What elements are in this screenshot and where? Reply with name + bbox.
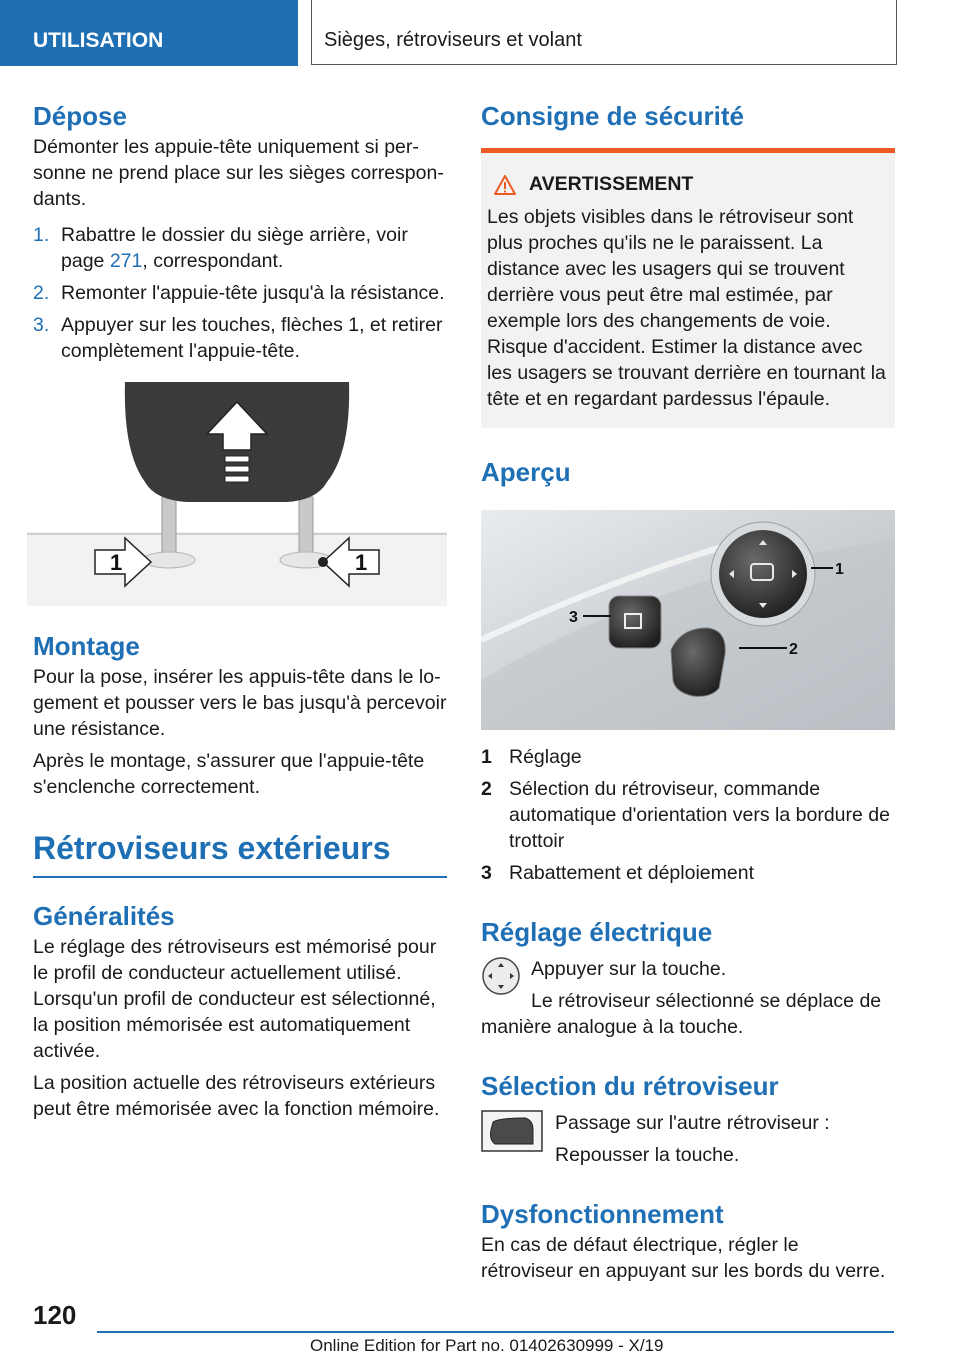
step-number: 2. bbox=[33, 282, 50, 304]
mirror-adjust-button-icon bbox=[481, 956, 521, 996]
safety-heading: Consigne de sécurité bbox=[481, 101, 744, 131]
section-tab bbox=[0, 0, 298, 66]
warning-box bbox=[481, 148, 895, 428]
heading-rule bbox=[33, 876, 447, 878]
selection-text-2: Repousser la touche. bbox=[555, 1144, 740, 1166]
step-text: Appuyer sur les touches, flèches 1, et retirer complètement l'appuie-tête. bbox=[61, 314, 443, 362]
headrest-illustration bbox=[27, 382, 447, 606]
selection-heading: Sélection du rétroviseur bbox=[481, 1071, 779, 1101]
mirrors-heading: Rétroviseurs extérieurs bbox=[33, 830, 391, 866]
step-text: Rabattre le dossier du siège arrière, voir page 271, correspondant. bbox=[61, 224, 408, 272]
reglage-text-2: Le rétroviseur sélectionné se déplace de manière analogue à la touche. bbox=[481, 990, 882, 1038]
depose-text: Démonter les appuie-tête uniquement si personne ne prend place sur les sièges correspondants. bbox=[33, 136, 444, 210]
figure-legend bbox=[481, 744, 895, 886]
general-heading: Généralités bbox=[33, 900, 175, 931]
callout-label: 1 bbox=[110, 550, 123, 575]
legend-item bbox=[481, 860, 895, 886]
mirror-selector-icon bbox=[481, 1110, 543, 1152]
step-text: Remonter l'appuie-tête jusqu'à la résistance. bbox=[61, 282, 445, 304]
right-column bbox=[481, 100, 895, 1284]
callout-label: 3 bbox=[569, 609, 578, 626]
general-text-2: La position actuelle des rétroviseurs extérieurs peut être mémorisée avec la fonction mémoire. bbox=[33, 1071, 440, 1120]
general-text-1: Le réglage des rétroviseurs est mémorisé pour le profil de conducteur actuellement utilisé. Lorsqu'un profil de conducteur est sélectionné, la position mémorisée est automatiquement activée. bbox=[33, 935, 437, 1062]
dysf-text: En cas de défaut électrique, régler le rétroviseur en appuyant sur les bords du verre. bbox=[481, 1234, 886, 1282]
left-column bbox=[33, 100, 447, 1122]
edition-footer: Online Edition for Part no. 01402630999 - X/19 bbox=[310, 1336, 664, 1355]
footer-rule bbox=[97, 1331, 894, 1333]
step-number: 1. bbox=[33, 224, 50, 246]
mirror-controls-drawing bbox=[481, 510, 895, 730]
depose-steps bbox=[33, 222, 447, 364]
warning-title bbox=[493, 173, 889, 196]
callout-label: 1 bbox=[835, 561, 844, 578]
reglage-heading: Réglage électrique bbox=[481, 917, 713, 947]
step-number: 3. bbox=[33, 314, 50, 336]
montage-text-2: Après le montage, s'assurer que l'appuie-tête s'enclenche correctement. bbox=[33, 750, 425, 798]
step-1 bbox=[33, 222, 447, 274]
apercu-heading: Aperçu bbox=[481, 457, 571, 487]
montage-heading: Montage bbox=[33, 631, 140, 661]
step-2 bbox=[33, 280, 447, 306]
reglage-text-1: Appuyer sur la touche. bbox=[531, 958, 727, 980]
montage-text-1: Pour la pose, insérer les appuis-tête dans le logement et pousser vers le bas jusqu'à percevoir une résistance. bbox=[33, 666, 447, 740]
legend-text: Réglage bbox=[509, 746, 582, 768]
headrest-drawing bbox=[27, 382, 447, 606]
chapter-title: Sièges, rétroviseurs et volant bbox=[324, 29, 582, 51]
mirror-controls-illustration bbox=[481, 510, 895, 730]
legend-item bbox=[481, 744, 895, 770]
legend-key: 3 bbox=[481, 862, 492, 884]
section-title: UTILISATION bbox=[33, 29, 164, 52]
selection-block bbox=[481, 1110, 895, 1168]
warning-label: AVERTISSEMENT bbox=[529, 173, 694, 195]
page-link[interactable]: 271 bbox=[109, 250, 143, 272]
legend-text: Sélection du rétroviseur, commande automatique d'orientation vers la bordure de trottoir bbox=[509, 778, 890, 852]
callout-label: 2 bbox=[789, 641, 798, 658]
legend-key: 2 bbox=[481, 778, 492, 800]
callout-label: 1 bbox=[355, 550, 368, 575]
step-3 bbox=[33, 312, 447, 364]
page-number: 120 bbox=[33, 1300, 77, 1330]
selection-text-1: Passage sur l'autre rétroviseur : bbox=[555, 1112, 830, 1134]
warning-text: Les objets visibles dans le rétroviseur sont plus proches qu'ils ne le paraissent. La distance avec les usagers qui se trouvent derrière vous peut être mal estimée, par exemple lors des changements de voie. Risque d'accident. Estimer la distance avec les usagers se trouvant derrière en tournant la tête et en regardant pardessus l'épaule. bbox=[487, 206, 886, 410]
legend-key: 1 bbox=[481, 746, 492, 768]
dysf-heading: Dysfonctionnement bbox=[481, 1199, 724, 1229]
warning-icon bbox=[493, 174, 517, 196]
reglage-block bbox=[481, 956, 895, 1040]
chapter-header bbox=[311, 0, 897, 65]
legend-text: Rabattement et déploiement bbox=[509, 862, 754, 884]
legend-item bbox=[481, 776, 895, 854]
depose-heading: Dépose bbox=[33, 101, 127, 131]
